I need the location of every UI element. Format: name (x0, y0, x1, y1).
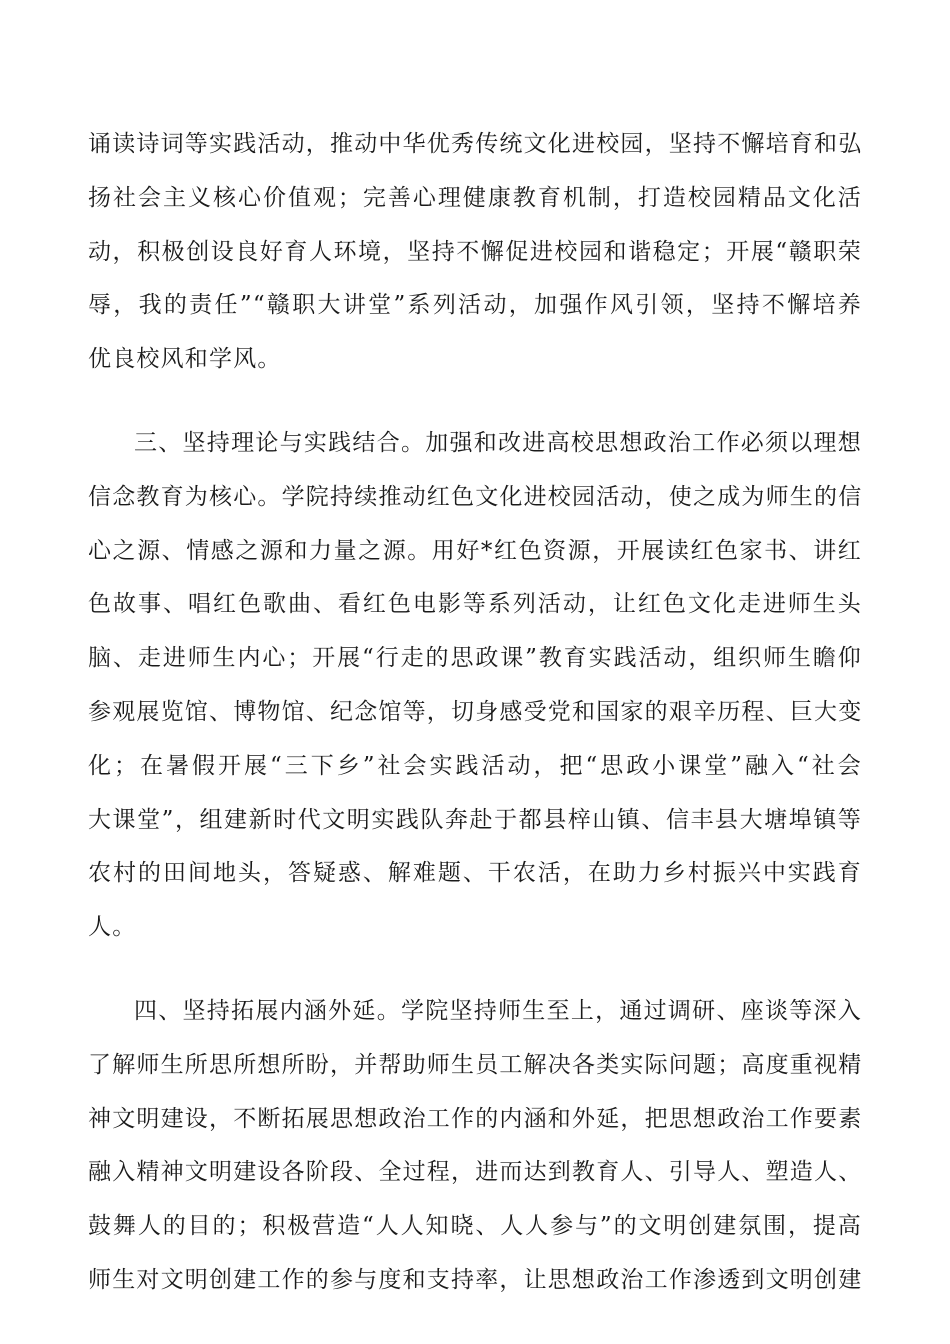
paragraph-section-3 (88, 417, 862, 955)
text-line: 扬社会主义核心价值观；完善心理健康教育机制，打造校园精品文化活 (88, 184, 862, 211)
paragraph-continued (88, 118, 862, 387)
text-line: 脑、走进师生内心；开展“行走的思政课”教育实践活动，组织师生瞻仰 (88, 645, 862, 672)
text-line: 诵读诗词等实践活动，推动中华优秀传统文化进校园，坚持不懈培育和弘 (88, 131, 863, 157)
text-line: 三、坚持理论与实践结合。加强和改进高校思想政治工作必须以理想 (134, 429, 862, 456)
text-line: 动，积极创设良好育人环境，坚持不懈促进校园和谐稳定；开展“赣职荣 (88, 238, 862, 265)
text-line: 优良校风和学风。 (88, 346, 282, 373)
text-line: 农村的田间地头，答疑惑、解难题、干农活，在助力乡村振兴中实践育 (88, 860, 862, 887)
text-line: 信念教育为核心。学院持续推动红色文化进校园活动，使之成为师生的信 (88, 483, 863, 510)
text-line: 色故事、唱红色歌曲、看红色电影等系列活动，让红色文化走进师生头 (88, 591, 862, 618)
text-line: 师生对文明创建工作的参与度和支持率，让思想政治工作渗透到文明创建 (88, 1266, 863, 1293)
text-line: 神文明建设，不断拓展思想政治工作的内涵和外延，把思想政治工作要素 (88, 1105, 863, 1132)
paragraph-gap (88, 387, 862, 417)
text-line: 化；在暑假开展“三下乡”社会实践活动，把“思政小课堂”融入“社会 (88, 752, 862, 779)
text-line: 融入精神文明建设各阶段、全过程，进而达到教育人、引导人、塑造人、 (88, 1159, 863, 1186)
text-line: 参观展览馆、博物馆、纪念馆等，切身感受党和国家的艰辛历程、巨大变 (88, 698, 863, 725)
paragraph-gap (88, 955, 862, 985)
text-line: 大课堂”，组建新时代文明实践队奔赴于都县梓山镇、信丰县大塘埠镇等 (88, 806, 862, 833)
paragraph-section-4 (88, 985, 862, 1308)
text-line: 了解师生所思所想所盼，并帮助师生员工解决各类实际问题；高度重视精 (88, 1051, 863, 1078)
text-line: 四、坚持拓展内涵外延。学院坚持师生至上，通过调研、座谈等深入 (134, 997, 862, 1024)
text-line: 心之源、情感之源和力量之源。用好*红色资源，开展读红色家书、讲红 (88, 537, 862, 564)
text-line: 辱，我的责任”“赣职大讲堂”系列活动，加强作风引领，坚持不懈培养 (88, 292, 862, 319)
document-body (88, 118, 862, 1308)
text-line: 人。 (88, 914, 137, 941)
text-line: 鼓舞人的目的；积极营造“人人知晓、人人参与”的文明创建氛围，提高 (88, 1213, 862, 1240)
